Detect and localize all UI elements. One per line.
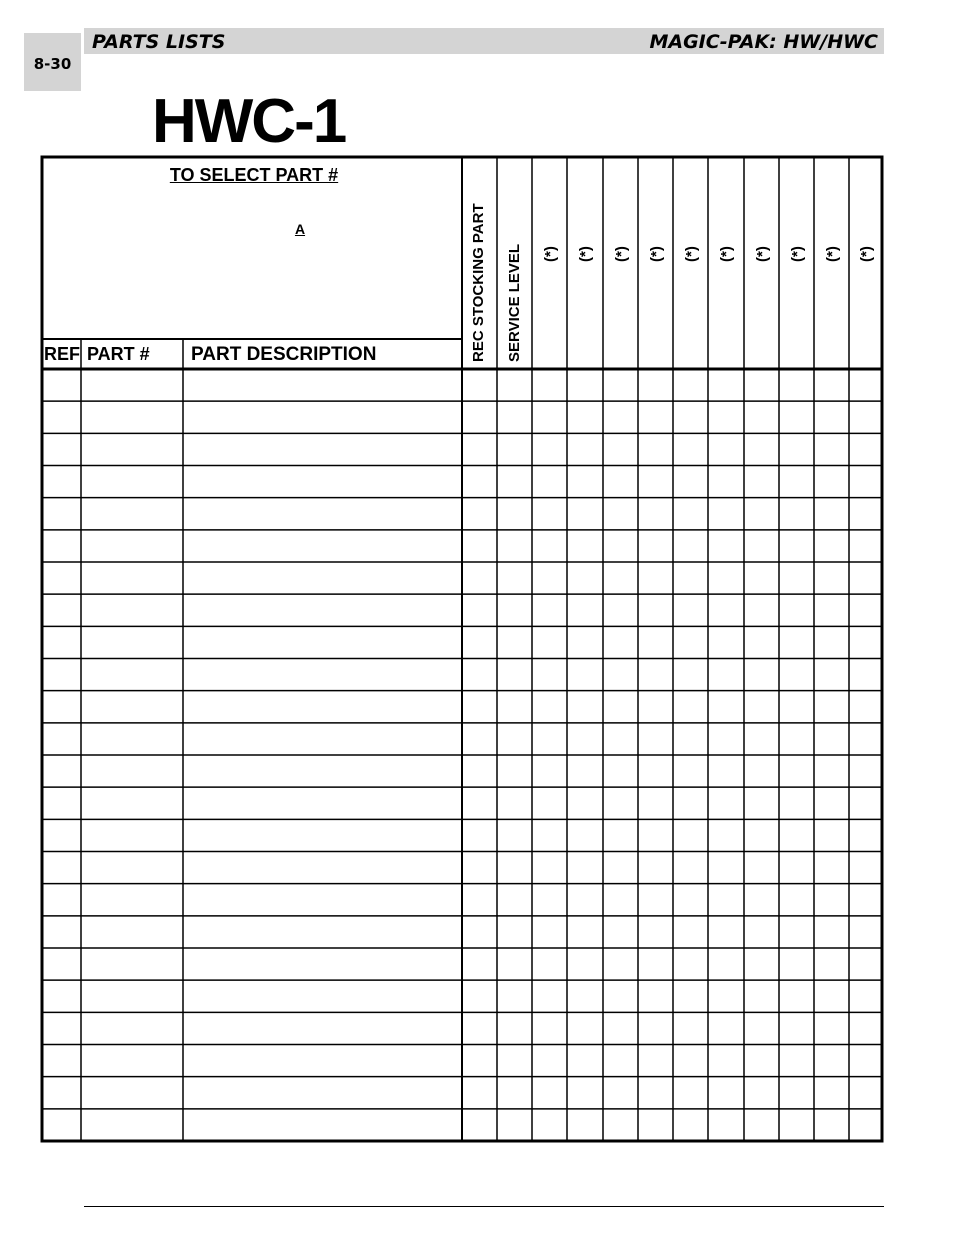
model-letter-a: A xyxy=(294,221,306,237)
column-header-ref: REF xyxy=(44,344,80,364)
document-title: HWC-1 xyxy=(152,87,346,156)
page-number-tab: 8-30 xyxy=(24,33,81,91)
product-title: MAGIC-PAK: HW/HWC xyxy=(649,31,878,53)
column-header-description: PART DESCRIPTION xyxy=(191,344,377,365)
select-part-heading: TO SELECT PART # xyxy=(169,165,339,185)
footer-rule xyxy=(84,1206,884,1207)
column-header-part-number: PART # xyxy=(87,344,150,364)
section-title: PARTS LISTS xyxy=(92,31,226,53)
